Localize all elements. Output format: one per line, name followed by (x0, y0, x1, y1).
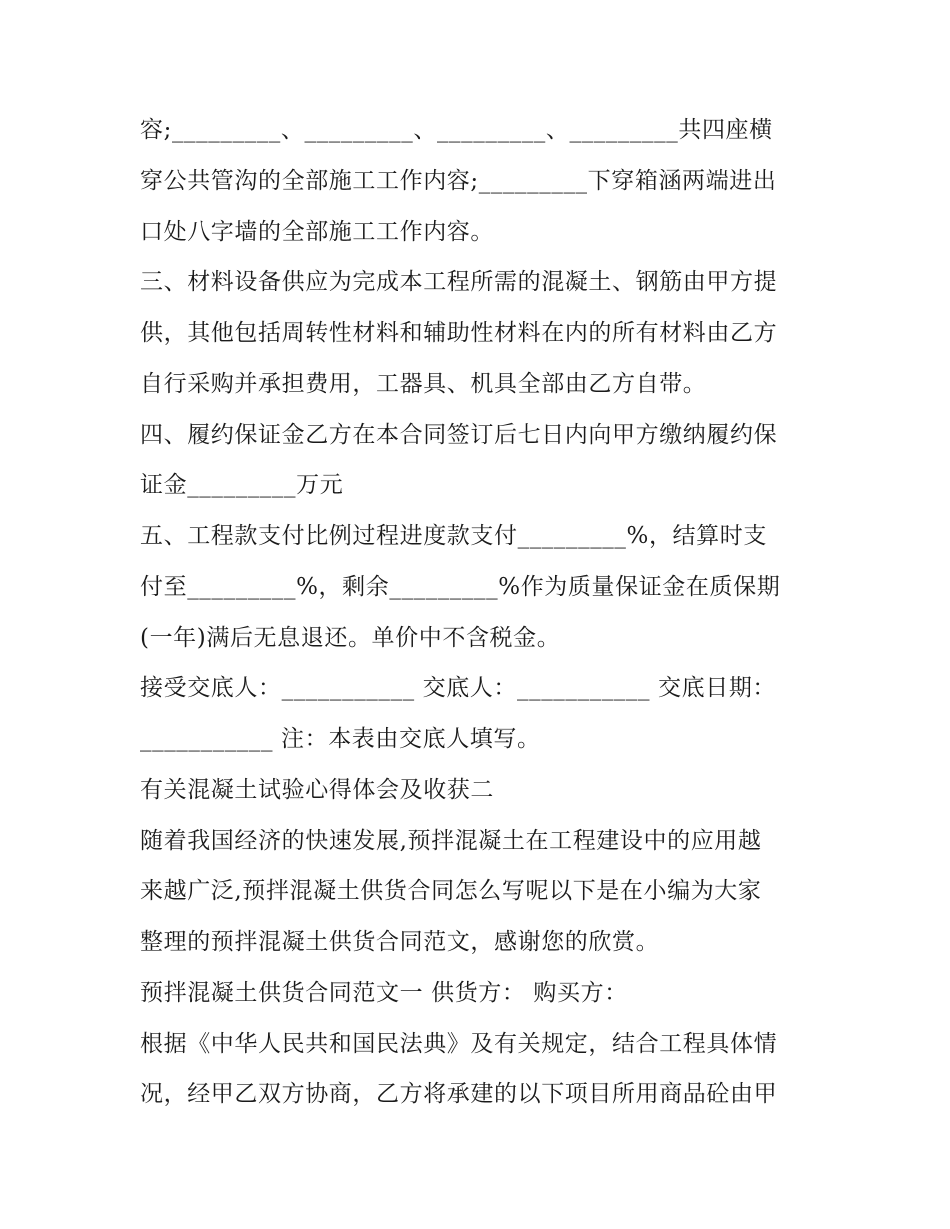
text-line: 穿公共管沟的全部施工工作内容;_________下穿箱涵两端进出 (140, 168, 777, 194)
text-line: 付至_________%，剩余_________%作为质量保证金在质保期 (140, 574, 781, 600)
text-line: ___________ 注：本表由交底人填写。 (140, 726, 541, 752)
text-line: 证金_________万元 (140, 472, 344, 498)
text-line: 口处八字墙的全部施工工作内容。 (140, 219, 494, 245)
text-line: 容;_________、_________、_________、_________共四座横 (140, 117, 773, 143)
text-line: 接受交底人：___________ 交底人：___________ 交底日期： (140, 675, 777, 701)
text-line: 根据《中华人民共和国民法典》及有关规定，结合工程具体情 (140, 1031, 778, 1057)
text-line: 预拌混凝土供货合同范文一 供货方： 购买方： (140, 980, 628, 1006)
text-line: 五、工程款支付比例过程进度款支付_________%，结算时支 (140, 523, 767, 549)
text-line: 况，经甲乙双方协商，乙方将承建的以下项目所用商品砼由甲 (140, 1081, 778, 1107)
text-line: 供，其他包括周转性材料和辅助性材料在内的所有材料由乙方 (140, 320, 778, 346)
text-line: (一年)满后无息退还。单价中不含税金。 (140, 625, 561, 651)
text-line: 整理的预拌混凝土供货合同范文，感谢您的欣赏。 (140, 929, 660, 955)
section-heading: 有关混凝土试验心得体会及收获二 (140, 777, 494, 803)
text-line: 随着我国经济的快速发展,预拌混凝土在工程建设中的应用越 (140, 828, 762, 854)
text-line: 来越广泛,预拌混凝土供货合同怎么写呢以下是在小编为大家 (140, 878, 762, 904)
text-line: 自行采购并承担费用，工器具、机具全部由乙方自带。 (140, 371, 707, 397)
text-line: 三、材料设备供应为完成本工程所需的混凝土、钢筋由甲方提 (140, 269, 778, 295)
text-line: 四、履约保证金乙方在本合同签订后七日内向甲方缴纳履约保 (140, 422, 778, 448)
